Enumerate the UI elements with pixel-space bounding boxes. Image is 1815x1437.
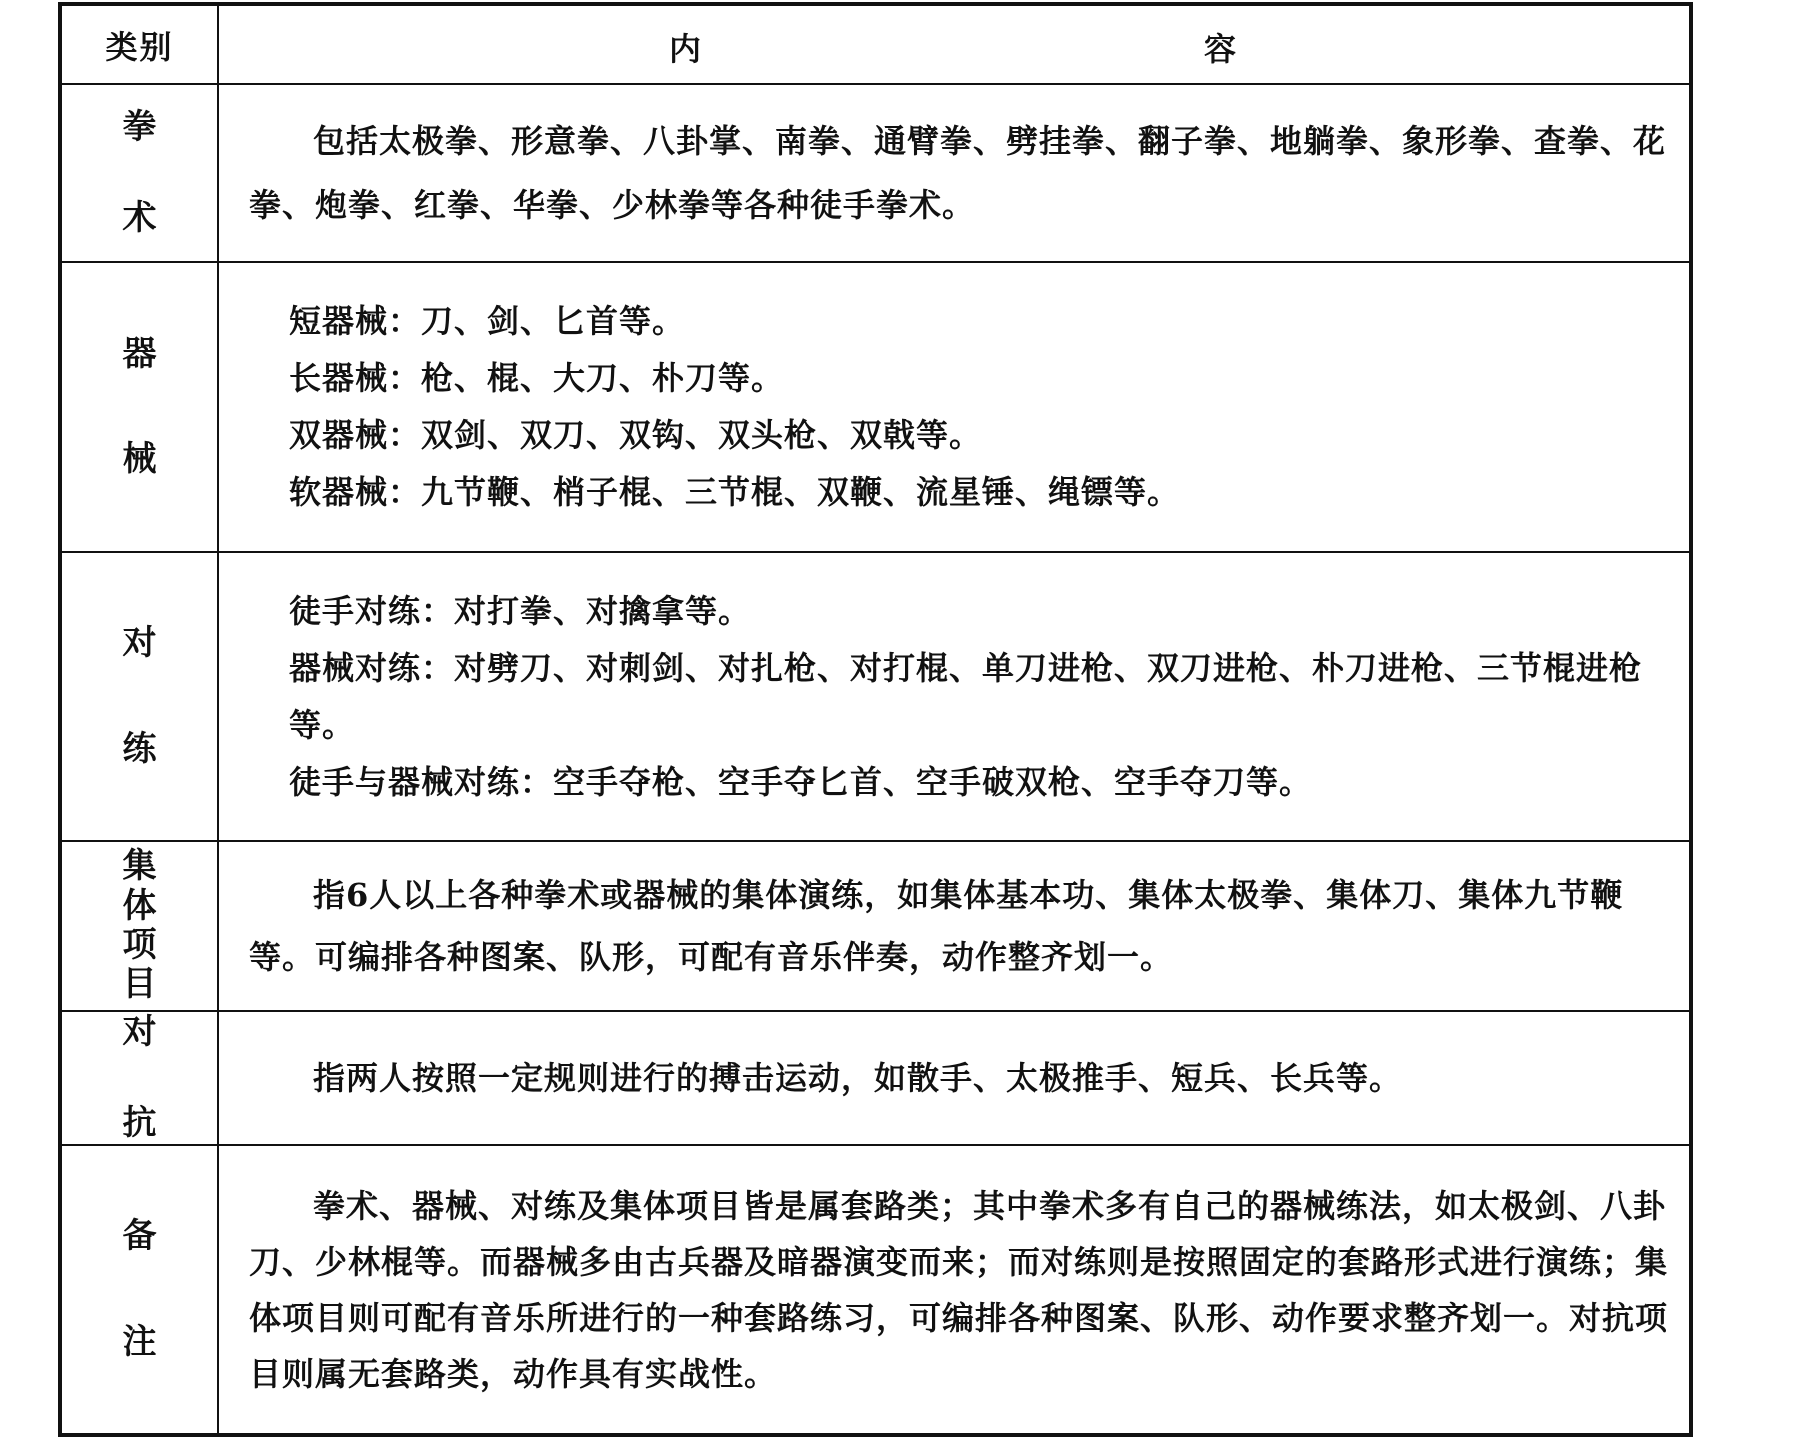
- table-row-quanshu: [60, 84, 1691, 262]
- header-content-left: 内: [669, 30, 702, 68]
- table-row-jiti: [60, 841, 1691, 1011]
- content-paragraph: 拳术、器械、对练及集体项目皆是属套路类；其中拳术多有自己的器械练法，如太极剑、八卦刀、少林棍等。而器械多由古兵器及暗器演变而来；而对练则是按照固定的套路形式进行演练；集体项目则可配有音乐所进行的一种套路练习，可编排各种图案、队形、动作要求整齐划一。对抗项目则属无套路类，动作具有实战性。: [249, 1186, 1669, 1393]
- table-row-beizhu: [60, 1145, 1691, 1435]
- list-item: 短器械：刀、剑、匕首等。: [289, 302, 686, 340]
- table-header-row: [60, 4, 1691, 84]
- list-item: 器械对练：对劈刀、对刺剑、对扎枪、对打棍、单刀进枪、双刀进枪、朴刀进枪、三节棍进枪等。: [289, 648, 1643, 744]
- content-paragraph: 指6人以上各种拳术或器械的集体演练，如集体基本功、集体太极拳、集体刀、集体九节鞭等。可编排各种图案、队形，可配有音乐伴奏，动作整齐划一。: [249, 876, 1624, 976]
- header-content: [218, 4, 1691, 84]
- wushu-category-table: [58, 2, 1693, 1437]
- category-cell: 集 体 项 目: [60, 841, 218, 1011]
- category-cell: 器 械: [60, 262, 218, 552]
- list-item: 双器械：双剑、双刀、双钩、双头枪、双戟等。: [289, 416, 983, 454]
- content-cell: [218, 84, 1691, 262]
- category-cell: 拳 术: [60, 84, 218, 262]
- content-cell: [218, 1145, 1691, 1435]
- content-paragraph: 包括太极拳、形意拳、八卦掌、南拳、通臂拳、劈挂拳、翻子拳、地躺拳、象形拳、查拳、花拳、炮拳、红拳、华拳、少林拳等各种徒手拳术。: [249, 122, 1667, 224]
- category-cell: 对 练: [60, 552, 218, 841]
- list-item: 软器械：九节鞭、梢子棍、三节棍、双鞭、流星锤、绳镖等。: [289, 473, 1181, 511]
- category-cell: 对 抗: [60, 1011, 218, 1145]
- table-row-duikang: [60, 1011, 1691, 1145]
- list-item: 徒手与器械对练：空手夺枪、空手夺匕首、空手破双枪、空手夺刀等。: [289, 762, 1313, 801]
- content-paragraph: 指两人按照一定规则进行的搏击运动，如散手、太极推手、短兵、长兵等。: [313, 1058, 1403, 1097]
- content-cell: [218, 841, 1691, 1011]
- content-cell: [218, 1011, 1691, 1145]
- list-item: 徒手对练：对打拳、对擒拿等。: [289, 591, 752, 630]
- table-row-duilian: [60, 552, 1691, 841]
- content-cell: [218, 552, 1691, 841]
- content-cell: [218, 262, 1691, 552]
- list-item: 长器械：枪、棍、大刀、朴刀等。: [289, 359, 785, 397]
- category-cell: 备 注: [60, 1145, 218, 1435]
- table-row-qixie: [60, 262, 1691, 552]
- header-content-right: 容: [1204, 30, 1237, 68]
- header-category: 类别: [60, 4, 218, 84]
